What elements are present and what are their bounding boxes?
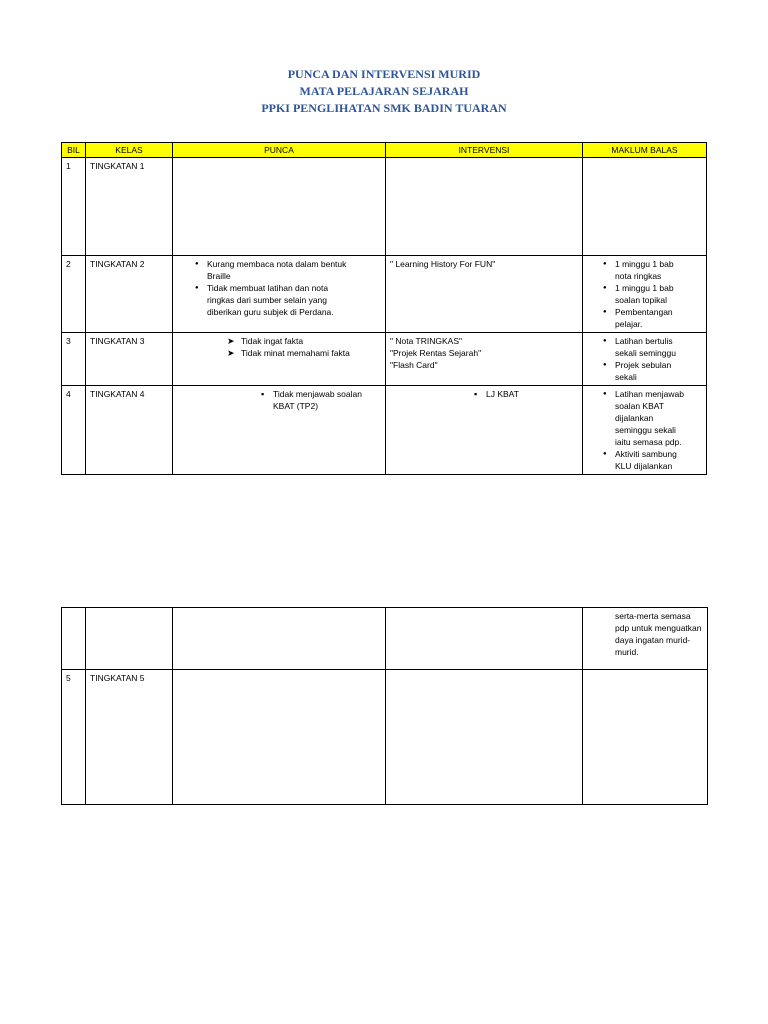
list-item: ● 1 minggu 1 bab nota ringkas (601, 258, 689, 282)
list-item: ▪ LJ KBAT (472, 388, 578, 400)
title-line-1: PUNCA DAN INTERVENSI MURID (287, 67, 481, 81)
title-line-3: PPKI PENGLIHATAN SMK BADIN TUARAN (261, 101, 507, 115)
cell-intervensi (386, 333, 583, 386)
table-row (62, 256, 707, 333)
cell-kelas (86, 608, 173, 670)
list-item: ● Latihan bertulis sekali seminggu (601, 335, 689, 359)
table-row (62, 670, 708, 805)
table-row (62, 608, 708, 670)
cell-intervensi (386, 386, 583, 475)
maklum-list (601, 388, 689, 472)
list-item: ● Aktiviti sambung KLU dijalankan (601, 448, 689, 472)
cell-punca (173, 333, 386, 386)
header-bil: BIL (62, 143, 86, 158)
cell-punca (173, 608, 386, 670)
cell-kelas: TINGKATAN 5 (86, 670, 173, 805)
cell-maklum-balas (583, 670, 708, 805)
intervensi-list (472, 388, 578, 400)
list-item: ● Latihan menjawab soalan KBAT dijalankan seminggu sekali iaitu semasa pdp. (601, 388, 689, 448)
intervensi-item: " Learning History For FUN" (390, 259, 496, 269)
intervensi-item: " Nota TRINGKAS" (390, 336, 463, 346)
header-kelas: KELAS (86, 143, 173, 158)
table-row (62, 386, 707, 475)
maklum-list (601, 335, 689, 383)
punca-list (227, 335, 381, 359)
header-intervensi: INTERVENSI (386, 143, 583, 158)
intervensi-item: "Flash Card" (390, 360, 438, 370)
cell-kelas: TINGKATAN 4 (86, 386, 173, 475)
table-row (62, 333, 707, 386)
table-header-row (62, 143, 707, 158)
maklum-list (601, 258, 689, 330)
list-item: ● Tidak membuat latihan dan nota ringkas dari sumber selain yang diberikan guru subjek di Perdana. (193, 282, 353, 318)
list-item: ● Projek sebulan sekali (601, 359, 689, 383)
list-item: ● 1 minggu 1 bab soalan topikal (601, 282, 689, 306)
punca-list (259, 388, 371, 412)
cell-punca (173, 158, 386, 256)
cell-bil: 5 (62, 670, 86, 805)
list-item: ▪ Tidak menjawab soalan KBAT (TP2) (259, 388, 371, 412)
intervention-table-continued (61, 607, 708, 805)
cell-intervensi (386, 670, 583, 805)
cell-punca (173, 670, 386, 805)
cell-kelas: TINGKATAN 1 (86, 158, 173, 256)
punca-list (193, 258, 353, 318)
cell-maklum-balas (583, 333, 707, 386)
list-item: ➤ Tidak minat memahami fakta (227, 347, 381, 359)
table-row (62, 158, 707, 256)
cell-punca (173, 386, 386, 475)
cell-maklum-balas (583, 608, 708, 670)
cell-punca (173, 256, 386, 333)
maklum-continuation: serta-merta semasa pdp untuk menguatkan daya ingatan murid-murid. (615, 611, 702, 657)
cell-intervensi (386, 158, 583, 256)
list-item: ● Kurang membaca nota dalam bentuk Braille (193, 258, 353, 282)
cell-bil (62, 608, 86, 670)
document-title (0, 66, 768, 117)
intervention-table (61, 142, 707, 475)
list-item: ● Pembentangan pelajar. (601, 306, 689, 330)
cell-kelas: TINGKATAN 3 (86, 333, 173, 386)
cell-intervensi (386, 608, 583, 670)
cell-maklum-balas (583, 386, 707, 475)
header-maklum-balas: MAKLUM BALAS (583, 143, 707, 158)
title-line-2: MATA PELAJARAN SEJARAH (299, 84, 469, 98)
cell-kelas: TINGKATAN 2 (86, 256, 173, 333)
cell-bil: 2 (62, 256, 86, 333)
cell-bil: 4 (62, 386, 86, 475)
cell-bil: 1 (62, 158, 86, 256)
list-item: ➤ Tidak ingat fakta (227, 335, 381, 347)
cell-intervensi (386, 256, 583, 333)
intervensi-item: "Projek Rentas Sejarah" (390, 348, 482, 358)
cell-maklum-balas (583, 256, 707, 333)
cell-bil: 3 (62, 333, 86, 386)
cell-maklum-balas (583, 158, 707, 256)
header-punca: PUNCA (173, 143, 386, 158)
